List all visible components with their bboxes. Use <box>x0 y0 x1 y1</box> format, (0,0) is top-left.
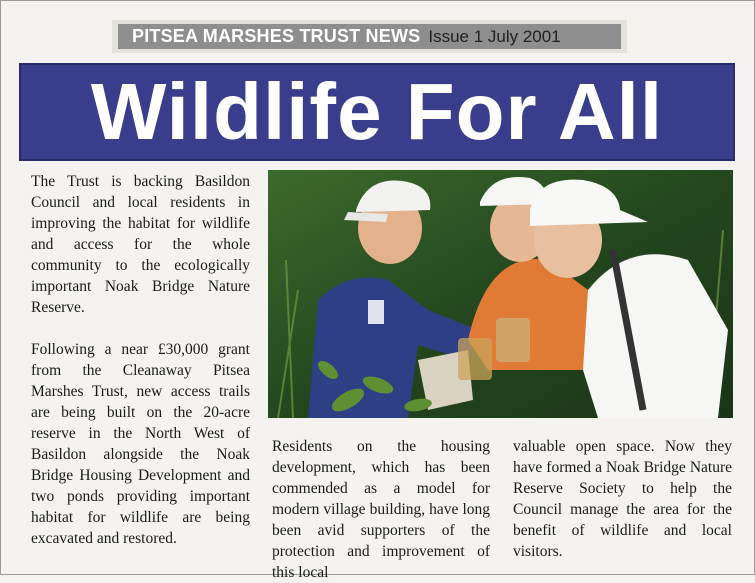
masthead-bar <box>118 24 621 49</box>
children-pond-dipping-photo <box>268 170 733 418</box>
issue-date: Issue 1 July 2001 <box>428 26 561 46</box>
paragraph-intro: The Trust is backing Basildon Council and local residents in improving the habitat for wildlife and access for the whole community to the ecologically important Noak Bridge Nature Reserve. <box>31 173 250 316</box>
paragraph-grant: Following a near £30,000 grant from the Cleanaway Pitsea Marshes Trust, new access trails are being built on the 20-acre reserve in the North West of Basildon alongside the Noak Bridge Housing Development and two ponds providing important habitat for wildlife are being excavated and restored. <box>31 341 250 547</box>
newsletter-title: PITSEA MARSHES TRUST NEWS <box>132 26 421 46</box>
article-column-2 <box>272 436 490 583</box>
paragraph-residents: Residents on the housing development, which has been commended as a model for modern village building, have long been avid supporters of the protection and improvement of this local <box>272 438 490 581</box>
article-column-1 <box>31 171 250 549</box>
paragraph-society: valuable open space. Now they have formed a Noak Bridge Nature Reserve Society to help the Council manage the area for the benefit of wildlife and local visitors. <box>513 438 732 560</box>
headline-banner <box>19 63 735 161</box>
masthead <box>112 20 627 53</box>
article-column-3 <box>513 436 732 562</box>
photo-illustration <box>268 170 733 418</box>
headline: Wildlife For All <box>90 67 664 156</box>
